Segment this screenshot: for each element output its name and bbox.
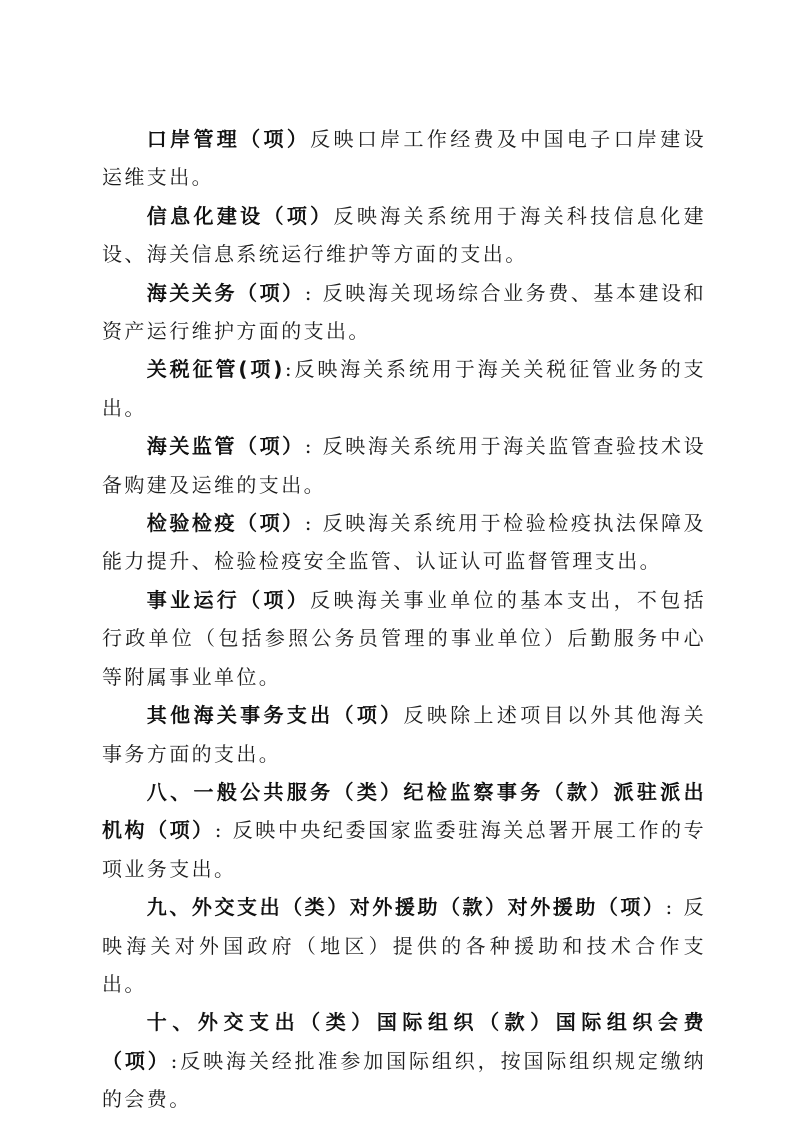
paragraph-text: : 反映海关系统用于海关监管查验技术设备购建及运维的支出。 — [102, 434, 706, 497]
paragraph-text: : 反映海关现场综合业务费、基本建设和资产运行维护方面的支出。 — [102, 280, 706, 344]
paragraph-text: :反映海关系统用于海关关税征管业务的支出。 — [102, 357, 706, 420]
paragraph-heading: 九、外交支出（类）对外援助（款）对外援助（项） — [146, 895, 666, 920]
paragraph-other-customs-affairs — [102, 696, 706, 773]
paragraph-heading: 口岸管理（项） — [146, 127, 311, 151]
paragraph-text: :反映海关经批准参加国际组织，按国际组织规定缴纳的会费。 — [102, 1048, 706, 1112]
paragraph-text: 反映口岸工作经费及中国电子口岸建设运维支出。 — [102, 127, 706, 190]
paragraph-text: 反映海关事业单位的基本支出，不包括行政单位（包括参照公务员管理的事业单位）后勤服务中心等附属事业单位。 — [102, 587, 706, 689]
paragraph-heading: 事业运行（项） — [146, 587, 311, 612]
paragraph-customs-supervision — [102, 427, 706, 504]
paragraph-heading: 八、一般公共服务（类）纪检监察事务（款）派驻派出机构（项） — [102, 779, 706, 843]
paragraph-customs-affairs — [102, 274, 706, 351]
paragraph-text: : 反映中央纪委国家监委驻海关总署开展工作的专项业务支出。 — [102, 818, 707, 881]
paragraph-heading: 海关监管（项） — [146, 434, 305, 459]
paragraph-section-eight — [102, 773, 706, 888]
paragraph-heading: 信息化建设（项） — [146, 203, 334, 228]
paragraph-heading: 十、外交支出（类）国际组织（款）国际组织会费（项） — [102, 1010, 706, 1073]
paragraph-section-nine — [102, 888, 706, 1003]
paragraph-institution-operation — [102, 581, 706, 696]
document-body — [102, 120, 706, 1119]
paragraph-informatization — [102, 197, 706, 274]
paragraph-section-ten — [102, 1003, 706, 1118]
paragraph-text: 反映除上述项目以外其他海关事务方面的支出。 — [102, 703, 706, 766]
paragraph-heading: 关税征管(项) — [146, 357, 285, 382]
paragraph-inspection-quarantine — [102, 504, 706, 581]
paragraph-port-management — [102, 120, 706, 197]
paragraph-heading: 海关关务（项） — [146, 280, 305, 305]
paragraph-tariff-collection — [102, 350, 706, 427]
paragraph-heading: 检验检疫（项） — [146, 511, 305, 536]
paragraph-heading: 其他海关事务支出（项） — [146, 703, 404, 728]
paragraph-text: : 反映海关对外国政府（地区）提供的各种援助和技术合作支出。 — [102, 895, 706, 996]
paragraph-text: : 反映海关系统用于检验检疫执法保障及能力提升、检验检疫安全监管、认证认可监督管理支出。 — [102, 511, 706, 574]
paragraph-text: 反映海关系统用于海关科技信息化建设、海关信息系统运行维护等方面的支出。 — [102, 203, 706, 267]
